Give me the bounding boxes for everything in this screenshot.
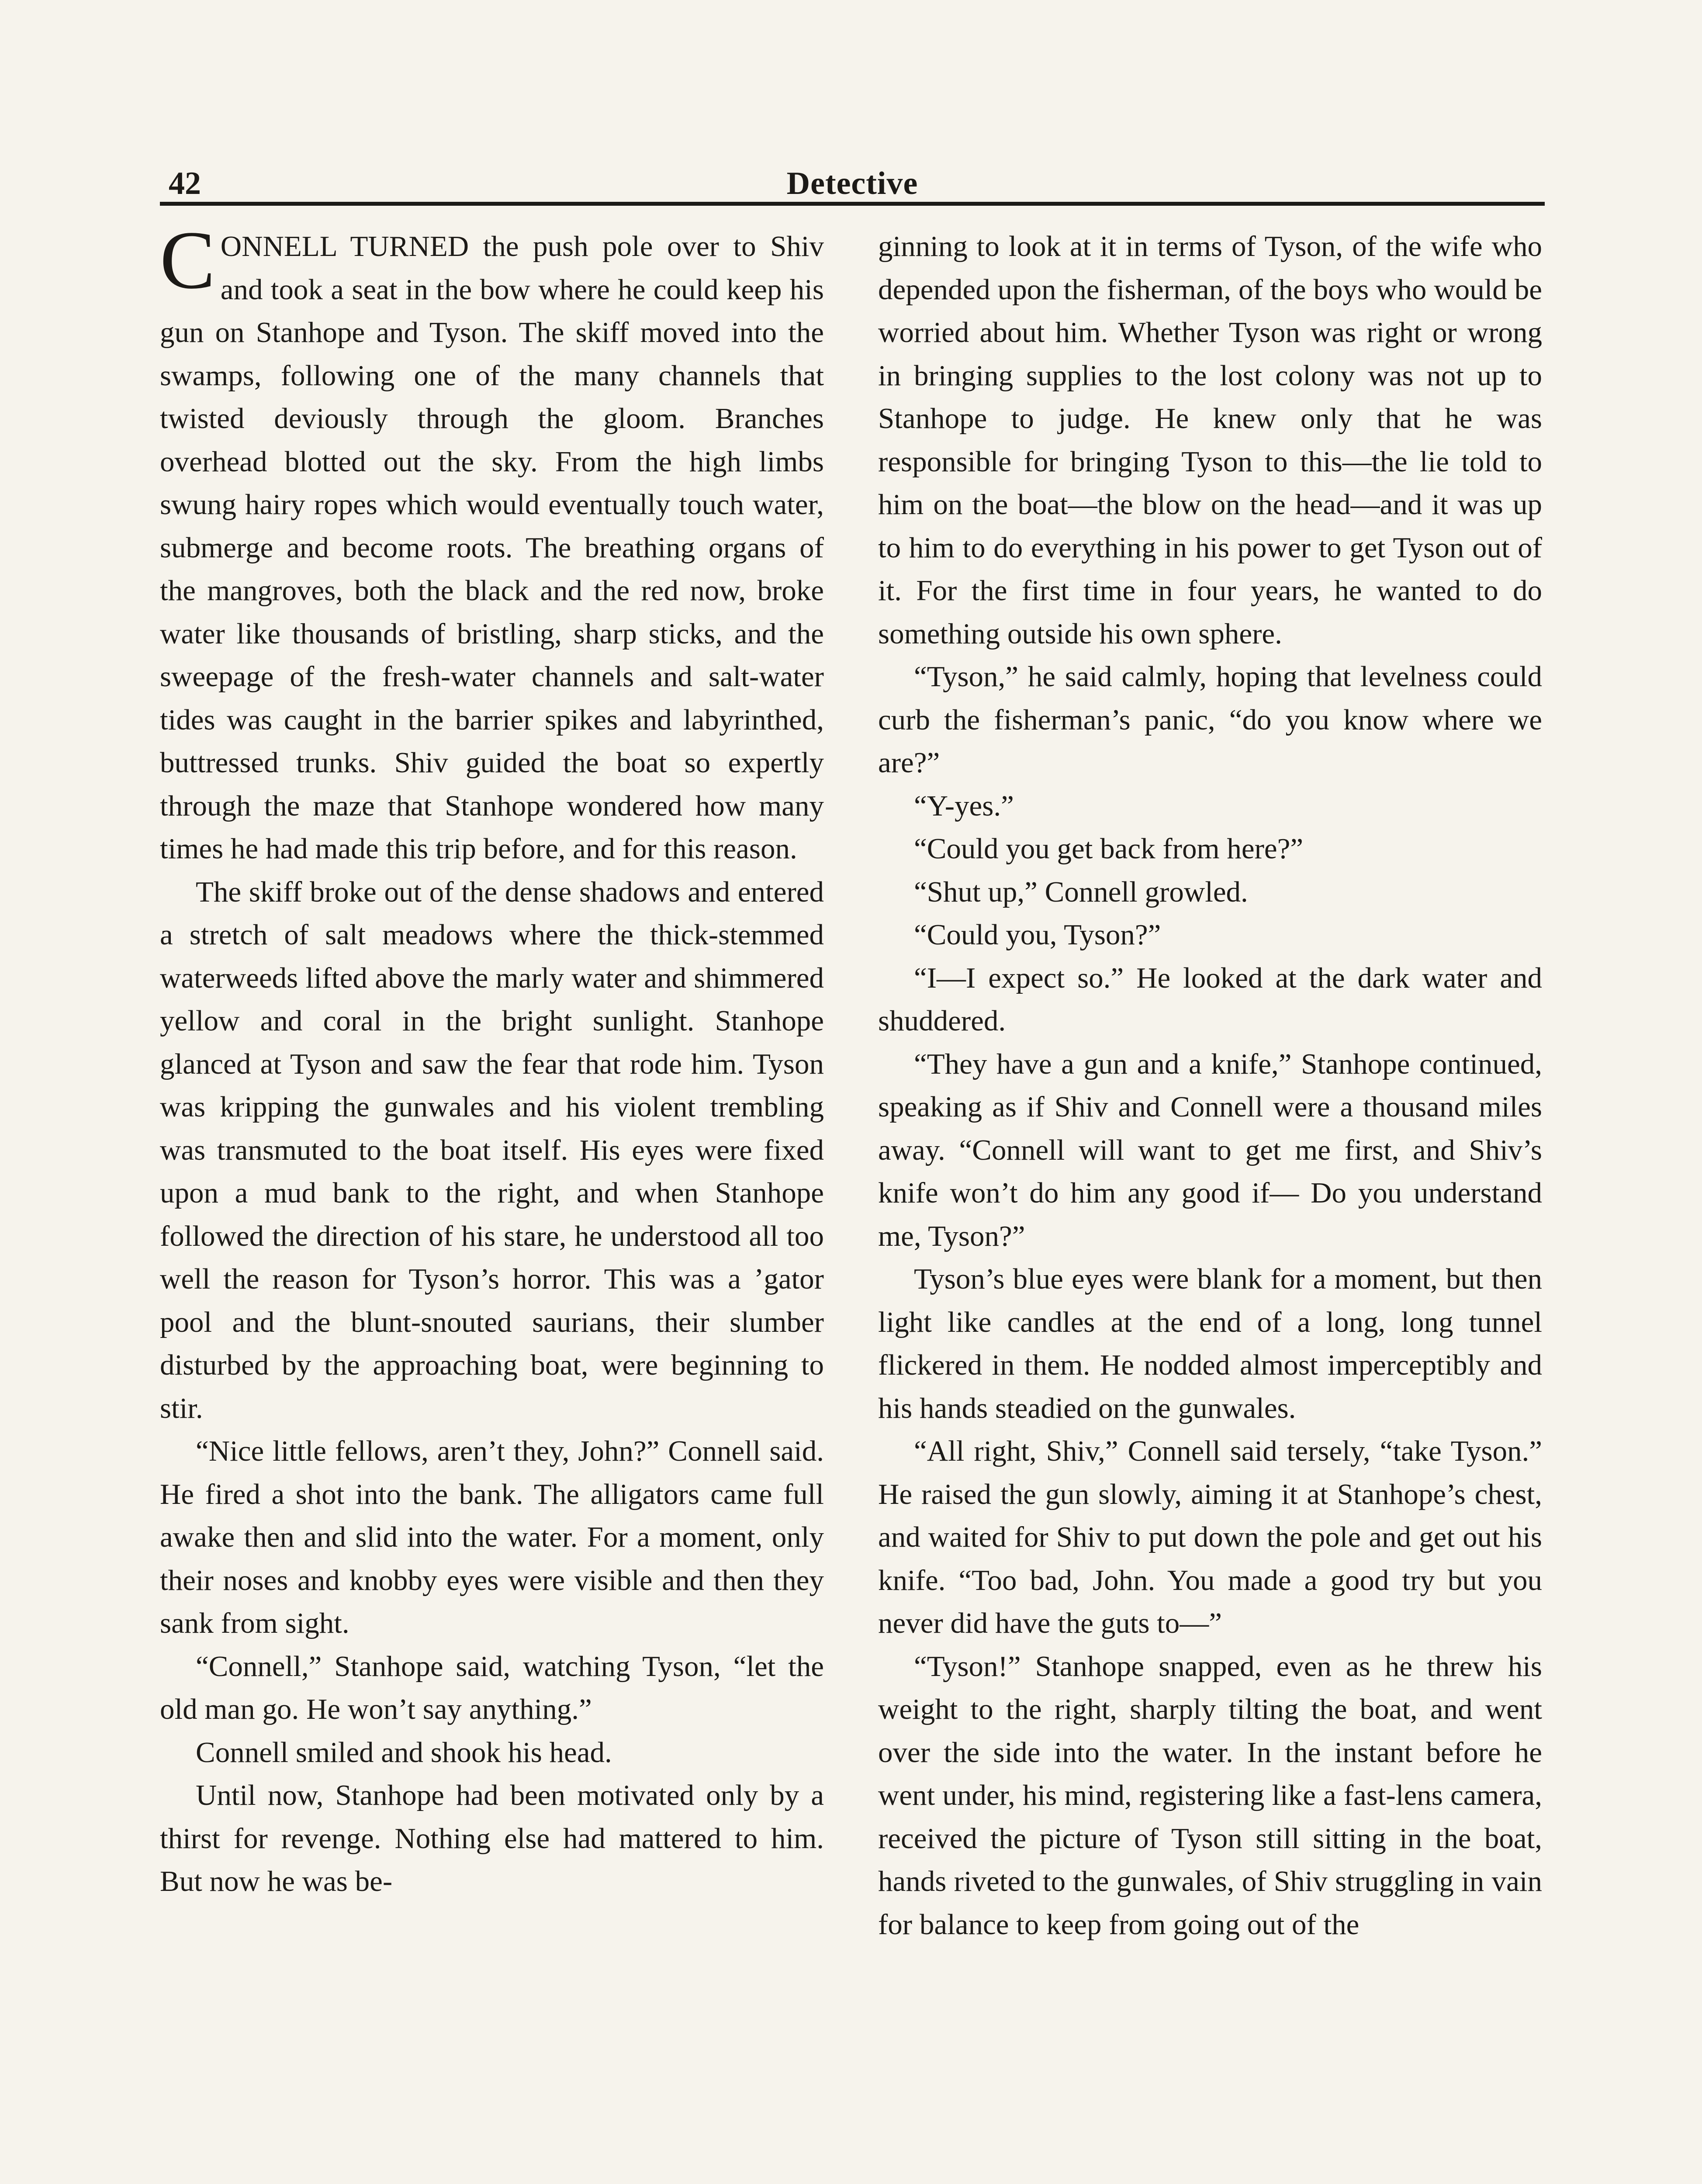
paragraph: “All right, Shiv,” Connell said tersely, “take Tyson.” He raised the gun slowly, aiming it at Stanhope’s chest, and waited for Shiv to put down the pole and get out his knife. “Too bad, John. You made a good try but you never did have the guts to—” [878,1435,1542,1639]
paragraph: “Y-yes.” [914,789,1014,822]
paragraph: “Shut up,” Connell growled. [914,875,1248,908]
paragraph: “Nice little fellows, aren’t they, John?” Connell said. He fired a shot into the bank. The alligators came full awake then and slid into the water. For a moment, only their noses and knobby eyes were visible and then they sank from sight. [160,1435,824,1639]
header-rule [160,202,1545,206]
running-title: Detective [786,166,918,201]
paragraph: “I—I expect so.” He looked at the dark water and shuddered. [878,961,1542,1037]
paragraph: “Tyson!” Stanhope snapped, even as he threw his weight to the right, sharply tilting the boat, and went over the side into the water. In the instant before he went under, his mind, registering like a fast-lens camera, received the picture of Tyson still sitting in the boat, hands riveted to the gunwales, of Shiv struggling in vain for balance to keep from going out of the [878,1650,1542,1941]
text-column-right [878,225,1542,2184]
paragraph: “Could you get back from here?” [914,833,1304,865]
paragraph: “Could you, Tyson?” [914,919,1161,951]
paragraph-text: ONNELL TURNED the push pole over to Shiv and took a seat in the bow where he could keep his gun on Stanhope and Tyson. The skiff moved into the swamps, following one of the many channels that twisted deviously through the gloom. Branches overhead blotted out the sky. From the high limbs swung hairy ropes which would eventually touch water, submerge and become roots. The breathing organs of the mangroves, both the black and the red now, broke water like thousands of bristling, sharp sticks, and the sweepage of the fresh-water channels and salt-water tides was caught in the barrier spikes and labyrinthed, buttressed trunks. Shiv guided the boat so expertly through the maze that Stanhope wondered how many times he had made this trip before, and for this reason. [160,230,824,865]
paragraph: ginning to look at it in terms of Tyson, of the wife who depended upon the fisherman, of the boys who would be worried about him. Whether Tyson was right or wrong in bringing supplies to the lost colony was not up to Stanhope to judge. He knew only that he was responsible for bringing Tyson to this—the lie told to him on the boat—the blow on the head—and it was up to him to do everything in his power to get Tyson out of it. For the first time in four years, he wanted to do something outside his own sphere. [878,230,1542,650]
paragraph: Tyson’s blue eyes were blank for a moment, but then light like candles at the end of a long, long tunnel flickered in them. He nodded almost imperceptibly and his hands steadied on the gunwales. [878,1263,1542,1424]
paragraph: The skiff broke out of the dense shadows and entered a stretch of salt meadows where the thick-stemmed waterweeds lifted above the marly water and shimmered yellow and coral in the bright sunlight. Stanhope glanced at Tyson and saw the fear that rode him. Tyson was kripping the gunwales and his violent trembling was transmuted to the boat itself. His eyes were fixed upon a mud bank to the right, and when Stanhope followed the direction of his stare, he understood all too well the reason for Tyson’s horror. This was a ’gator pool and the blunt-snouted saurians, their slumber disturbed by the approaching boat, were beginning to stir. [160,875,824,1424]
paragraph: Until now, Stanhope had been motivated only by a thirst for revenge. Nothing else had mattered to him. But now he was be- [160,1779,824,1897]
page-header [160,162,1545,205]
paragraph [160,225,824,871]
drop-cap: C [160,225,215,306]
text-column-left [160,225,824,2184]
paragraph: “They have a gun and a knife,” Stanhope continued, speaking as if Shiv and Connell were a thousand miles away. “Connell will want to get me first, and Shiv’s knife won’t do him any good if— Do you understand me, Tyson?” [878,1047,1542,1252]
paragraph: “Connell,” Stanhope said, watching Tyson, “let the old man go. He won’t say anything.” [160,1650,824,1725]
page-number: 42 [169,166,201,201]
paragraph: “Tyson,” he said calmly, hoping that levelness could curb the fisherman’s panic, “do you know where we are?” [878,660,1542,779]
paragraph: Connell smiled and shook his head. [196,1736,612,1769]
